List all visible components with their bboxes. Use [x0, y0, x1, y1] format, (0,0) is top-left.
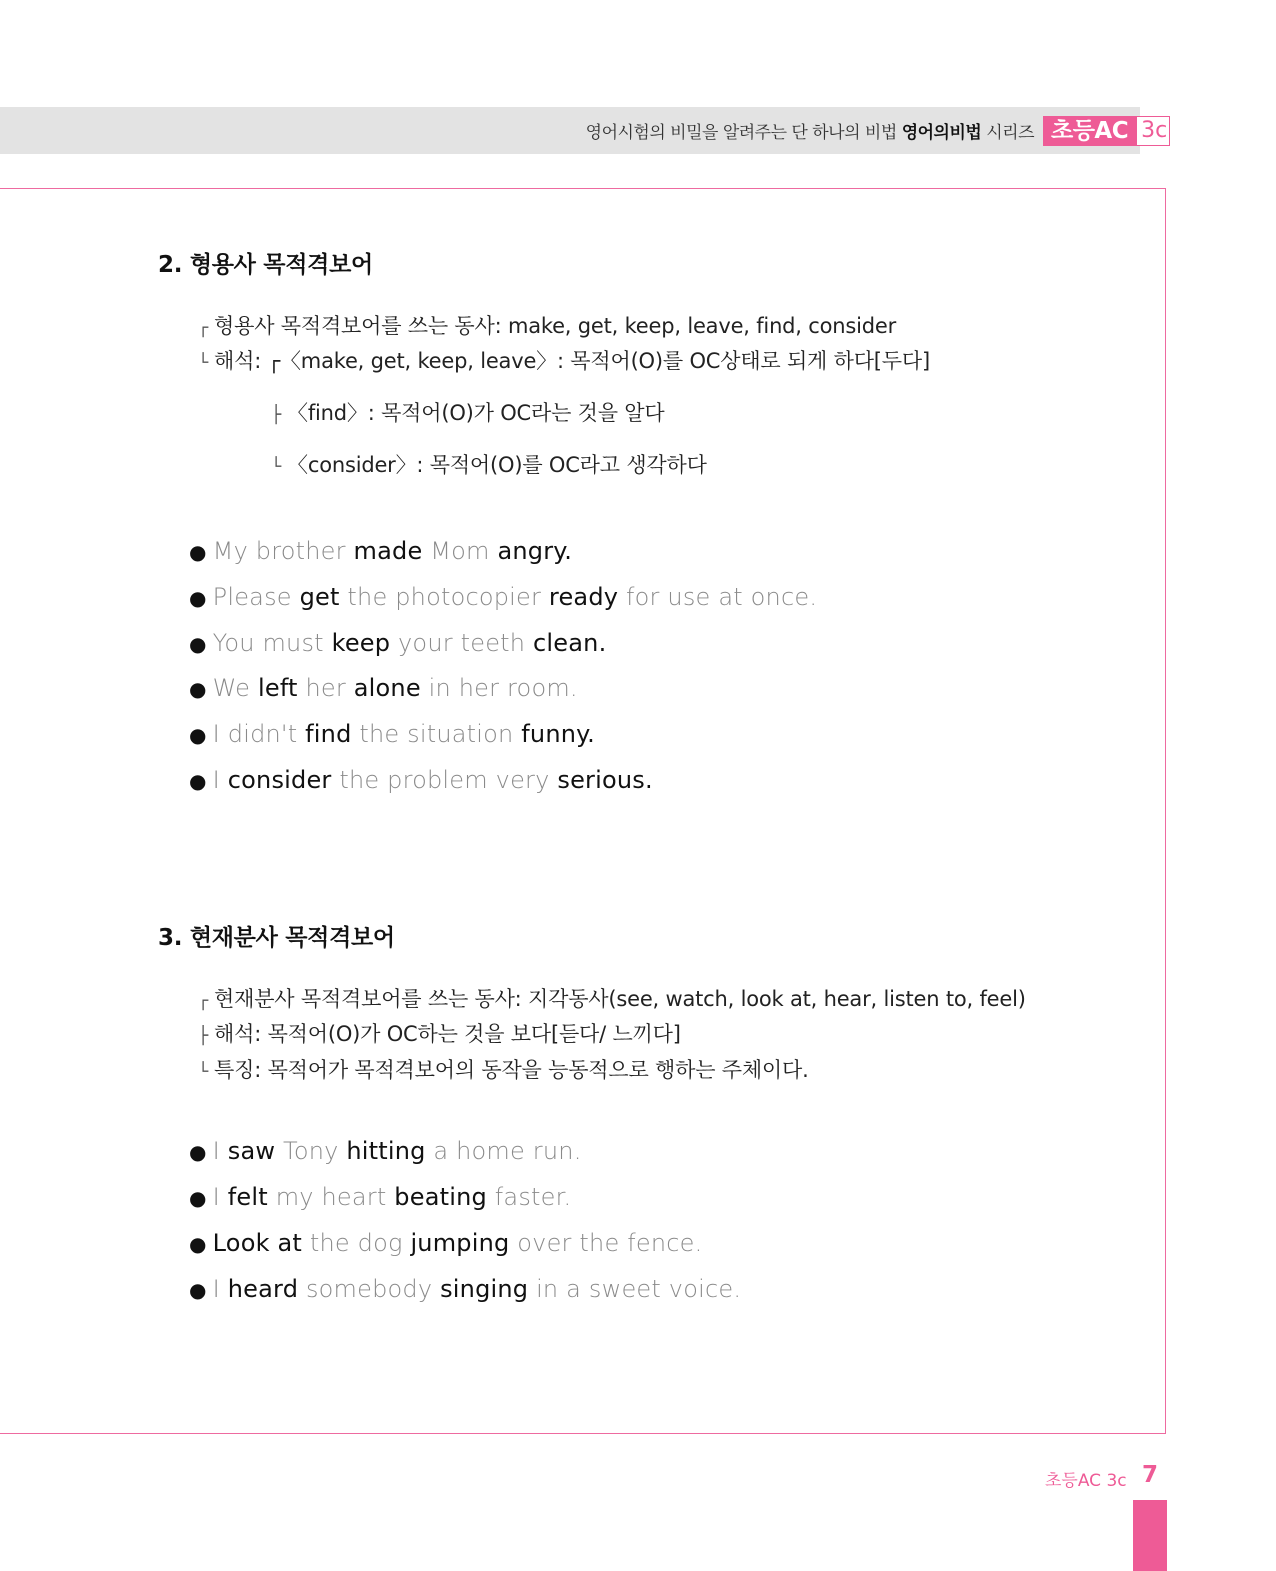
- sentence-part: Please: [212, 582, 300, 611]
- logo-main: 초등AC: [1043, 116, 1136, 146]
- sentence-part: I: [212, 1183, 228, 1211]
- rule-line: [271, 397, 664, 427]
- key-word: made: [353, 537, 423, 565]
- key-word: alone: [353, 674, 421, 703]
- bracket-glyph: ├: [198, 1026, 209, 1046]
- series-logo: [1043, 116, 1170, 146]
- bracket-glyph: └: [198, 353, 209, 373]
- rule-text: 특징: 목적어가 목적격보어의 동작을 능동적으로 행하는 주체이다.: [214, 1058, 809, 1082]
- sentence-part: a home run.: [425, 1137, 582, 1165]
- sentence-part: the problem very: [331, 766, 558, 794]
- example-sentence: [189, 1183, 571, 1211]
- key-word: find: [305, 720, 352, 749]
- rule-text: 〈find〉: 목적어(O)가 OC라는 것을 알다: [287, 401, 665, 425]
- rule-text: 해석: 목적어(O)가 OC하는 것을 보다[듣다/ 느끼다]: [214, 1022, 681, 1046]
- key-word: consider: [227, 766, 332, 794]
- sentence-part: the photocopier: [339, 582, 549, 611]
- example-sentence: [189, 537, 572, 565]
- rule-text: 현재분사 목적격보어를 쓰는 동사: 지각동사(see, watch, look at, hear, listen to, feel): [214, 987, 1026, 1011]
- key-word: beating: [394, 1183, 487, 1211]
- sentence-part: I: [212, 1275, 228, 1303]
- section-title: 2. 형용사 목적격보어: [158, 252, 373, 278]
- key-word: funny.: [521, 720, 595, 749]
- section-title: 3. 현재분사 목적격보어: [158, 925, 395, 951]
- key-word: saw: [227, 1137, 276, 1165]
- rule-line: [198, 310, 896, 340]
- example-sentence: [189, 1229, 702, 1257]
- sentence-part: My brother: [212, 537, 354, 565]
- bullet-icon: ●: [189, 1140, 207, 1164]
- key-word: hitting: [346, 1137, 426, 1165]
- key-word: clean.: [533, 628, 607, 657]
- example-sentence: [189, 720, 595, 748]
- sentence-part: We: [212, 674, 258, 703]
- bullet-icon: ●: [189, 631, 207, 656]
- sentence-part: the dog: [302, 1229, 411, 1257]
- bullet-icon: ●: [189, 540, 207, 564]
- key-word: felt: [227, 1183, 268, 1211]
- sentence-part: somebody: [298, 1275, 441, 1303]
- sentence-part: You must: [212, 628, 332, 657]
- sentence-part: your teeth: [390, 628, 534, 657]
- sentence-part: I: [212, 766, 228, 794]
- logo-sub: 3c: [1136, 116, 1170, 146]
- rule-text: 해석: ┌〈make, get, keep, leave〉: 목적어(O)를 OC상태로 되게 하다[두다]: [214, 349, 930, 373]
- sentence-part: faster.: [486, 1183, 572, 1211]
- rule-line: [198, 1054, 809, 1084]
- sentence-part: her: [297, 674, 354, 703]
- rule-line: [198, 345, 930, 375]
- bullet-icon: ●: [189, 677, 207, 702]
- sentence-part: in a sweet voice.: [528, 1275, 742, 1303]
- sentence-part: I didn't: [212, 720, 306, 749]
- key-word: heard: [227, 1275, 299, 1303]
- rule-text: 형용사 목적격보어를 쓰는 동사: make, get, keep, leave, find, consider: [214, 314, 897, 338]
- example-sentence: [189, 766, 653, 794]
- bullet-icon: ●: [189, 585, 207, 610]
- sentence-part: my heart: [267, 1183, 395, 1211]
- sentence-part: I: [212, 1137, 228, 1165]
- rule-text: 〈consider〉: 목적어(O)를 OC라고 생각하다: [287, 453, 707, 477]
- example-sentence: [189, 629, 606, 657]
- sentence-part: for use at once.: [618, 582, 818, 611]
- sentence-part: in her room.: [420, 674, 578, 703]
- bracket-glyph: └: [271, 457, 282, 477]
- bullet-icon: ●: [189, 723, 207, 748]
- example-sentence: [189, 1275, 741, 1303]
- header-tagline: [586, 118, 1034, 143]
- page-tab: [1133, 1500, 1167, 1571]
- bullet-icon: ●: [189, 769, 207, 793]
- sentence-part: over the fence.: [509, 1229, 703, 1257]
- example-sentence: [189, 674, 578, 702]
- footer-label: 초등AC 3c: [1045, 1471, 1127, 1491]
- rule-line: [198, 983, 1026, 1013]
- series-name: 영어의비법: [901, 123, 982, 143]
- sentence-part: the situation: [351, 720, 522, 749]
- bracket-glyph: ├: [271, 405, 282, 425]
- key-word: singing: [440, 1275, 529, 1303]
- key-word: serious.: [557, 766, 653, 794]
- example-sentence: [189, 1137, 582, 1165]
- bullet-icon: ●: [189, 1278, 207, 1302]
- bracket-glyph: └: [198, 1062, 209, 1082]
- key-word: get: [299, 582, 340, 611]
- bullet-icon: ●: [189, 1232, 207, 1256]
- rule-line: [198, 1018, 681, 1048]
- key-word: angry.: [497, 537, 573, 565]
- key-word: Look at: [212, 1229, 303, 1257]
- rule-line: [271, 449, 707, 479]
- key-word: ready: [548, 582, 619, 611]
- example-sentence: [189, 583, 817, 611]
- sentence-part: Tony: [275, 1137, 347, 1165]
- tagline: 영어시험의 비밀을 알려주는 단 하나의 비법: [585, 123, 897, 143]
- key-word: jumping: [410, 1229, 510, 1257]
- sentence-part: Mom: [422, 537, 498, 565]
- key-word: keep: [331, 628, 391, 657]
- bullet-icon: ●: [189, 1186, 207, 1210]
- bracket-glyph: ┌: [198, 318, 209, 338]
- bracket-glyph: ┌: [198, 991, 209, 1011]
- series-suffix: 시리즈: [986, 123, 1034, 143]
- key-word: left: [257, 674, 298, 703]
- page-number: 7: [1142, 1462, 1159, 1488]
